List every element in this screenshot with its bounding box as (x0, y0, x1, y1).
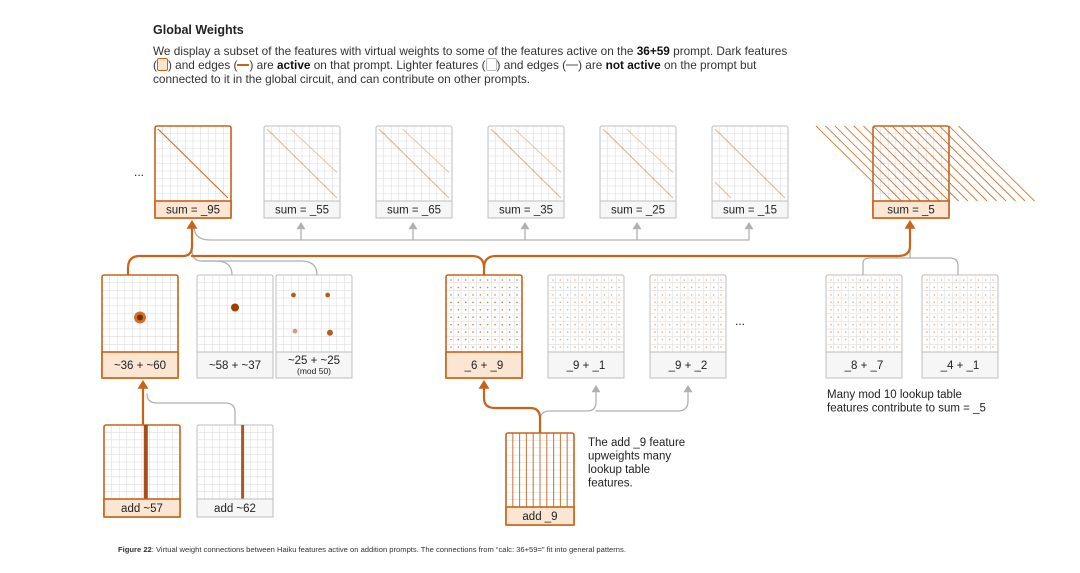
section-description: We display a subset of the features with virtual weights to some of the features active on the 36+59 prompt. Dark features ( ) and edges ( ) are active on that prompt. Lighter features ( ) and edges ( ) are not active on the prompt but connected to it in the global circuit, and can contribute on other prompts. (153, 44, 788, 86)
top-card-1-label: sum = _55 (274, 204, 330, 217)
arrowhead-9plus2 (684, 385, 693, 392)
edge-25-25 (202, 261, 317, 275)
bottom-card-1 (197, 425, 273, 517)
edge-inactive-bus (194, 226, 749, 240)
bottom-card-0 (104, 425, 180, 517)
edge-add9-to-6plus9 (484, 386, 540, 433)
middle-card-6 (826, 275, 902, 378)
arrowhead-36-60 (138, 380, 149, 389)
middle-card-1-label: ~58 + ~37 (208, 360, 262, 372)
middle-card-0 (102, 275, 178, 378)
middle-card-2-sublabel: (mod 50) (296, 366, 332, 376)
top-card-0 (155, 126, 231, 218)
edge-add9-to-9plus1 (540, 391, 596, 433)
middle-card-3 (446, 275, 522, 378)
arrowhead-9plus1 (592, 385, 601, 392)
arrowhead-sum-25 (633, 222, 642, 229)
middle-card-7 (922, 275, 998, 378)
annotation-add9-line-0: The add _9 feature (588, 437, 686, 449)
arrowhead-6plus9 (479, 380, 490, 389)
bottom-card-1-label: add ~62 (214, 503, 256, 515)
middle-card-7-label: _4 + _1 (940, 360, 980, 372)
middle-card-5-label: _9 + _2 (668, 360, 708, 372)
top-card-2-label: sum = _65 (386, 204, 442, 217)
edge-mod10-bus (863, 258, 958, 275)
top-card-5 (712, 126, 788, 218)
edge-main-bus (192, 256, 484, 275)
edge-36-60-to-sum-95 (128, 226, 192, 275)
arrowhead-sum-65 (409, 222, 418, 229)
top-ellipsis: ... (133, 165, 145, 179)
top-card-4 (600, 126, 676, 218)
arrowhead-sum-5 (905, 220, 916, 229)
middle-card-6-label: _8 + _7 (844, 360, 884, 372)
annotation-mod10-line-0: Many mod 10 lookup table (827, 389, 962, 401)
top-card-3-label: sum = _35 (498, 204, 554, 217)
middle-card-4-label: _9 + _1 (566, 360, 606, 372)
top-card-6-label: sum = _5 (887, 204, 935, 217)
top-card-4-label: sum = _25 (610, 204, 666, 217)
edge-to-sum-5 (484, 226, 910, 268)
annotation-add9-line-1: upweights many (588, 450, 672, 463)
top-card-1 (264, 126, 340, 218)
section-title: Global Weights (153, 23, 244, 37)
top-card-3 (488, 126, 564, 218)
middle-card-5 (650, 275, 726, 378)
arrowhead-sum-35 (521, 222, 530, 229)
middle-card-1 (197, 275, 273, 378)
annotation-mod10-line-1: features contribute to sum = _5 (827, 402, 986, 415)
figure-caption: Figure 22: Virtual weight connections between Haiku features active on addition prompts. The connections from “calc: 36+59=” fit into general patterns. (118, 545, 626, 554)
top-card-5-label: sum = _15 (722, 204, 778, 217)
middle-ellipsis: ... (734, 314, 746, 328)
arrowhead-sum-55 (297, 222, 306, 229)
bottom-card-0-label: add ~57 (121, 503, 163, 515)
edge-add-62 (147, 394, 235, 425)
edge-58-37 (202, 261, 232, 275)
top-card-6 (816, 126, 1035, 218)
top-card-0-label: sum = _95 (165, 204, 221, 217)
edge-add9-to-9plus2 (596, 391, 688, 411)
middle-card-2-label: ~25 + ~25 (287, 355, 341, 367)
annotation-add9-line-3: features. (588, 477, 633, 490)
bottom-card-2 (506, 433, 574, 525)
middle-card-3-label: _6 + _9 (464, 360, 504, 372)
middle-card-0-label: ~36 + ~60 (113, 360, 167, 372)
top-card-2 (376, 126, 452, 218)
bottom-card-2-label: add _9 (522, 511, 558, 523)
middle-card-2 (276, 275, 352, 378)
annotation-add9-line-2: lookup table (588, 464, 651, 476)
middle-card-4 (548, 275, 624, 378)
arrowhead-sum-95 (187, 220, 198, 229)
arrowhead-sum-15 (745, 222, 754, 229)
